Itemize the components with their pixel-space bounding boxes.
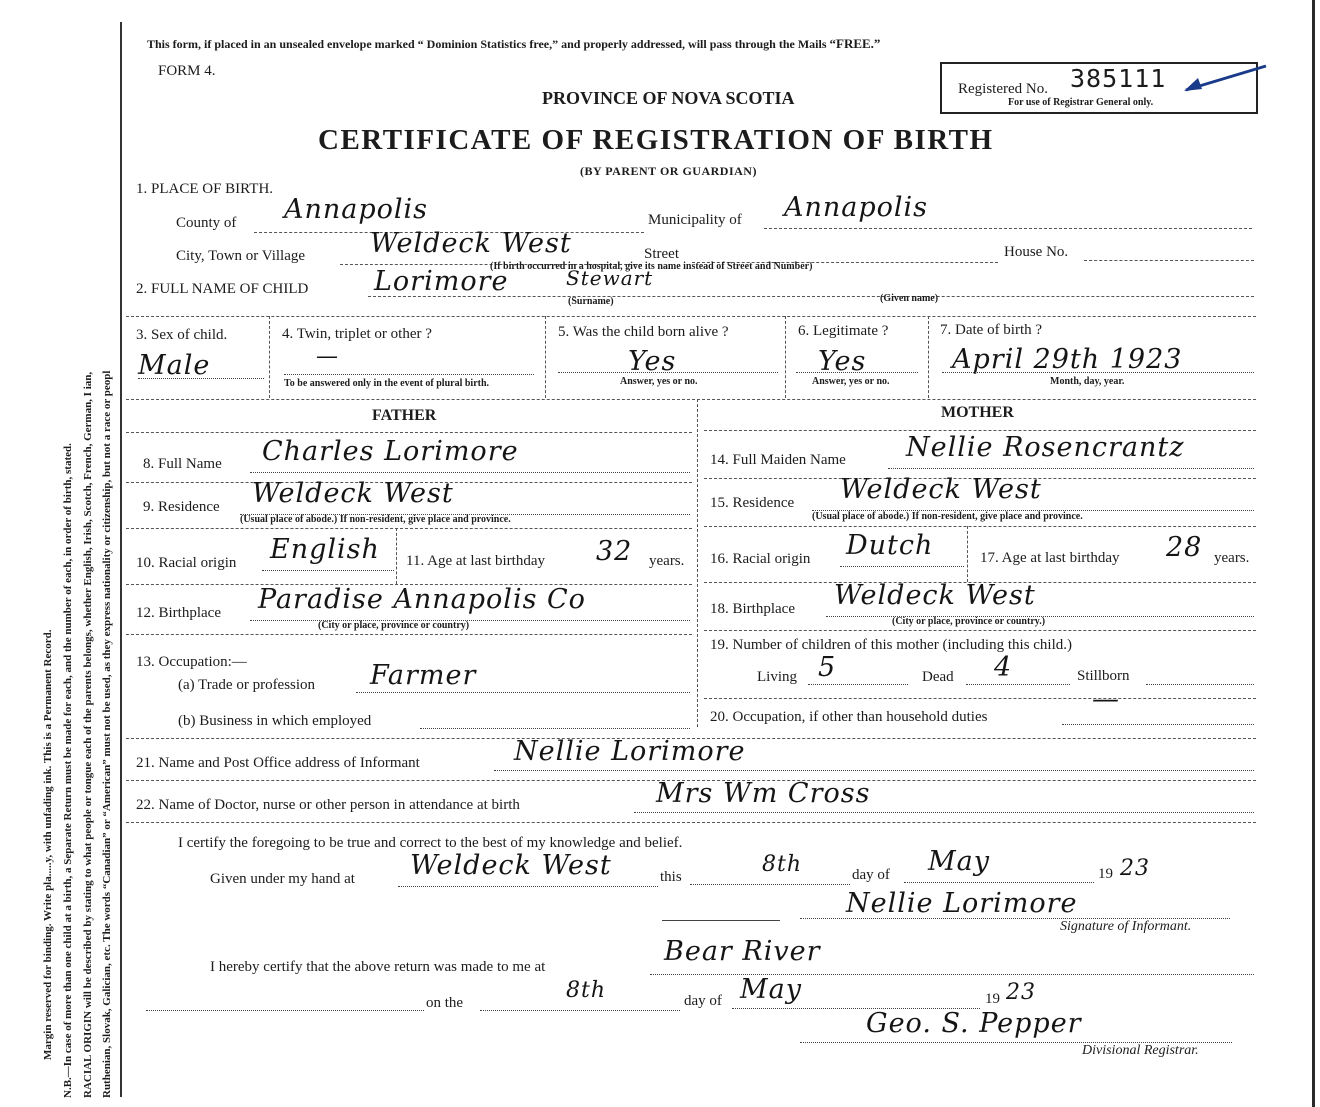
registrar-year-prefix: 19: [985, 991, 1000, 1007]
right-border: [1312, 0, 1315, 1107]
parents-divider: [697, 399, 699, 727]
mother-dead-value: 4: [994, 652, 1013, 683]
form-number: FORM 4.: [158, 63, 216, 79]
certify-year-prefix: 19: [1098, 866, 1113, 882]
mother-heading: MOTHER: [941, 404, 1014, 421]
mother-age-label: 17. Age at last birthday: [980, 550, 1120, 566]
child-given-name: Stewart: [566, 266, 654, 290]
county-value: Annapolis: [284, 194, 429, 225]
father-birthplace-note: (City or place, province or country): [318, 620, 470, 631]
mother-stillborn-label: Stillborn: [1077, 668, 1130, 684]
twin-note: To be answered only in the event of plural birth.: [284, 378, 490, 389]
mother-residence-label: 15. Residence: [710, 495, 795, 511]
father-race-value: English: [270, 534, 380, 565]
margin-racial-origin-note: RACIAL ORIGIN will be described by stating to what people or tongue each of the parents belongs, whether English, Irish, Scotch, French, German, I ian,: [82, 371, 94, 1098]
province-heading: PROVINCE OF NOVA SCOTIA: [542, 88, 795, 108]
date-of-birth-label: 7. Date of birth ?: [940, 322, 1043, 338]
father-business-label: (b) Business in which employed: [178, 713, 372, 729]
legitimate-value: Yes: [818, 346, 867, 377]
certify-day-value: 8th: [762, 852, 803, 877]
registrar-place-value: Bear River: [664, 936, 821, 967]
sex-label: 3. Sex of child.: [136, 327, 228, 343]
mother-residence-value: Weldeck West: [840, 474, 1042, 505]
registrar-statement: I hereby certify that the above return was made to me at: [210, 959, 546, 975]
father-residence-value: Weldeck West: [252, 478, 454, 509]
given-under-hand-label: Given under my hand at: [210, 871, 355, 887]
mother-occupation-label: 20. Occupation, if other than household duties: [710, 709, 988, 725]
mail-note: This form, if placed in an unsealed envelope marked “ Dominion Statistics free,” and properly addressed, will pass through the Mails “FREE.”: [147, 36, 881, 51]
registered-label: Registered No.: [958, 81, 1048, 97]
father-race-label: 10. Racial origin: [136, 555, 237, 571]
certificate-title: CERTIFICATE OF REGISTRATION OF BIRTH: [318, 124, 994, 156]
certify-year-suffix: 23: [1120, 856, 1150, 881]
mother-age-value: 28: [1166, 532, 1203, 563]
mother-occupation-value: —: [1092, 684, 1120, 715]
surname-note: (Surname): [568, 296, 614, 307]
mother-race-value: Dutch: [846, 530, 934, 561]
doctor-label: 22. Name of Doctor, nurse or other person in attendance at birth: [136, 797, 520, 813]
mother-children-label: 19. Number of children of this mother (including this child.): [710, 637, 1073, 653]
child-name-label: 2. FULL NAME OF CHILD: [136, 281, 309, 297]
father-name-value: Charles Lorimore: [262, 436, 519, 467]
born-alive-note: Answer, yes or no.: [620, 376, 698, 387]
certify-day-of-label: day of: [852, 867, 890, 883]
date-of-birth-value: April 29th 1923: [952, 344, 1183, 375]
father-birthplace-value: Paradise Annapolis Co: [258, 584, 586, 615]
mother-birthplace-label: 18. Birthplace: [710, 601, 795, 617]
sex-value: Male: [138, 350, 211, 381]
on-the-label: on the: [426, 995, 464, 1011]
registered-number: 385111: [1070, 64, 1167, 93]
place-of-birth-heading: 1. PLACE OF BIRTH.: [136, 181, 274, 197]
twin-value: —: [316, 344, 339, 369]
registrar-signature-label: Divisional Registrar.: [1082, 1043, 1199, 1058]
doctor-value: Mrs Wm Cross: [656, 778, 871, 809]
informant-signature-label: Signature of Informant.: [1060, 919, 1192, 934]
hospital-note: (If birth occurred in a hospital, give its name instead of Street and Number): [490, 261, 813, 272]
legitimate-label: 6. Legitimate ?: [798, 323, 889, 339]
legitimate-note: Answer, yes or no.: [812, 376, 890, 387]
registrar-signature: Geo. S. Pepper: [866, 1008, 1082, 1039]
informant-signature: Nellie Lorimore: [846, 888, 1078, 919]
certify-statement: I certify the foregoing to be true and correct to the best of my knowledge and belief.: [178, 835, 683, 851]
date-of-birth-note: Month, day, year.: [1050, 376, 1125, 387]
registrar-year-suffix: 23: [1006, 980, 1036, 1005]
street-label: Street: [644, 246, 679, 262]
father-residence-label: 9. Residence: [143, 499, 220, 515]
father-trade-label: (a) Trade or profession: [178, 677, 316, 693]
informant-label: 21. Name and Post Office address of Informant: [136, 755, 420, 771]
father-age-label: 11. Age at last birthday: [406, 553, 545, 569]
mother-name-label: 14. Full Maiden Name: [710, 452, 846, 468]
municipality-value: Annapolis: [784, 192, 929, 223]
mother-residence-note: (Usual place of abode.) If non-resident, give place and province.: [812, 511, 1083, 522]
municipality-label: Municipality of: [648, 212, 742, 228]
city-value: Weldeck West: [370, 228, 572, 259]
father-birthplace-label: 12. Birthplace: [136, 605, 221, 621]
mother-name-value: Nellie Rosencrantz: [906, 432, 1185, 463]
child-surname: Lorimore: [374, 266, 509, 297]
registrar-day-of-label: day of: [684, 993, 722, 1009]
this-label: this: [660, 869, 682, 885]
house-number-label: House No.: [1004, 244, 1069, 260]
margin-plural-birth-note: N.B.—In case of more than one child at a birth, a Separate Return must be made for each, and the number of each, in order of birth, stated.: [62, 443, 74, 1098]
registrar-day-value: 8th: [566, 978, 607, 1003]
given-name-note: (Given name): [880, 293, 939, 304]
mother-living-label: Living: [757, 669, 797, 685]
mother-dead-label: Dead: [922, 669, 954, 685]
registrar-month-value: May: [740, 974, 802, 1005]
county-label: County of: [176, 215, 237, 231]
margin-nationality-note: Ruthenian, Slovak, Galician, etc. The words “Canadian” or “American” must not be used, as they express nationality or citizenship, but not a race or peopl: [101, 370, 113, 1098]
mother-living-value: 5: [818, 652, 837, 683]
born-alive-value: Yes: [628, 346, 677, 377]
mother-race-label: 16. Racial origin: [710, 551, 811, 567]
registrar-note: For use of Registrar General only.: [1008, 97, 1154, 108]
certificate-subtitle: (BY PARENT OR GUARDIAN): [580, 164, 757, 178]
father-name-label: 8. Full Name: [143, 456, 222, 472]
father-trade-value: Farmer: [370, 660, 477, 691]
certify-month-value: May: [928, 846, 990, 877]
father-age-unit: years.: [649, 553, 685, 569]
left-border: [120, 22, 122, 1097]
city-label: City, Town or Village: [176, 248, 306, 264]
mother-age-unit: years.: [1214, 550, 1250, 566]
father-age-value: 32: [596, 536, 633, 567]
margin-binding-note: Margin reserved for binding. Write pla.....y, with unfading ink. This is a Permanent Record.: [42, 629, 54, 1060]
father-residence-note: (Usual place of abode.) If non-resident, give place and province.: [240, 514, 511, 525]
arrow-mark-icon: [1176, 56, 1268, 96]
father-heading: FATHER: [372, 407, 437, 424]
born-alive-label: 5. Was the child born alive ?: [558, 324, 729, 340]
father-occupation-label: 13. Occupation:—: [136, 654, 247, 670]
given-place-value: Weldeck West: [410, 850, 612, 881]
twin-label: 4. Twin, triplet or other ?: [282, 326, 432, 342]
informant-value: Nellie Lorimore: [514, 736, 746, 767]
mother-birthplace-note: (City or place, province or country.): [892, 616, 1046, 627]
mother-birthplace-value: Weldeck West: [834, 580, 1036, 611]
